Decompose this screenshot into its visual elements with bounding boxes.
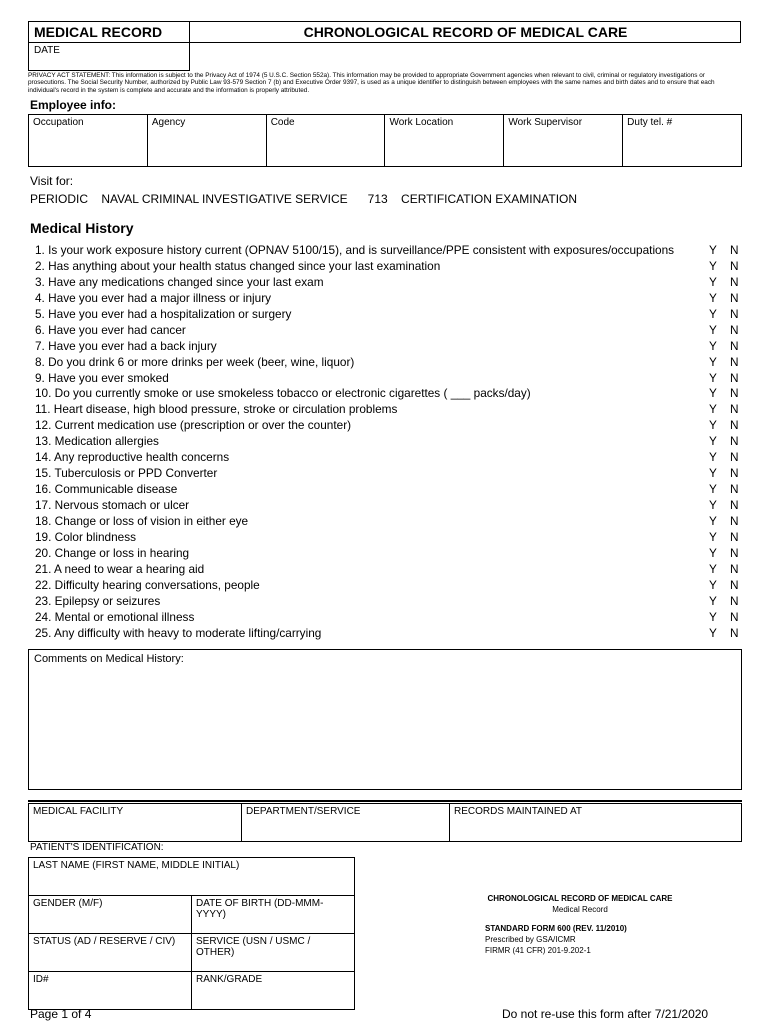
no-option[interactable]: N xyxy=(730,290,739,305)
question-row xyxy=(35,466,741,482)
question-text: 11. Heart disease, high blood pressure, stroke or circulation problems xyxy=(35,402,398,417)
question-text: 4. Have you ever had a major illness or injury xyxy=(35,290,272,305)
yes-option[interactable]: Y xyxy=(709,561,717,576)
yes-option[interactable]: Y xyxy=(709,434,717,449)
question-row xyxy=(35,530,741,546)
visit-exam: CERTIFICATION EXAMINATION xyxy=(401,192,578,206)
no-option[interactable]: N xyxy=(730,418,739,433)
question-text: 20. Change or loss in hearing xyxy=(35,545,190,560)
question-row xyxy=(35,418,741,434)
question-row xyxy=(35,275,741,291)
question-row xyxy=(35,498,741,514)
yes-option[interactable]: Y xyxy=(709,386,717,401)
yes-option[interactable]: Y xyxy=(709,338,717,353)
yes-option[interactable]: Y xyxy=(709,274,717,289)
visit-type: PERIODIC xyxy=(30,192,89,206)
question-text: 6. Have you ever had cancer xyxy=(35,322,186,337)
question-text: 8. Do you drink 6 or more drinks per week (beer, wine, liquor) xyxy=(35,354,355,369)
no-option[interactable]: N xyxy=(730,370,739,385)
date-label: DATE xyxy=(34,45,60,56)
question-row xyxy=(35,610,741,626)
no-option[interactable]: N xyxy=(730,513,739,528)
no-option[interactable]: N xyxy=(730,243,739,257)
question-row xyxy=(35,578,741,594)
question-text: 24. Mental or emotional illness xyxy=(35,609,195,624)
section-divider xyxy=(28,800,742,802)
yes-option[interactable]: Y xyxy=(709,402,717,417)
no-option[interactable]: N xyxy=(730,274,739,289)
employee-info-heading: Employee info: xyxy=(30,98,117,112)
medical-facility-field[interactable]: MEDICAL FACILITY xyxy=(29,804,242,842)
question-text: 17. Nervous stomach or ulcer xyxy=(35,498,190,512)
work-location-field[interactable]: Work Location xyxy=(385,115,504,167)
question-text: 22. Difficulty hearing conversations, people xyxy=(35,577,260,592)
no-option[interactable]: N xyxy=(730,545,739,560)
reuse-notice: Do not re-use this form after 7/21/2020 xyxy=(502,1007,709,1021)
page-number: Page 1 of 4 xyxy=(30,1007,92,1021)
question-text: 21. A need to wear a hearing aid xyxy=(35,561,205,576)
question-text: 14. Any reproductive health concerns xyxy=(35,450,230,465)
question-row xyxy=(35,291,741,307)
yes-option[interactable]: Y xyxy=(709,498,717,512)
question-text: 9. Have you ever smoked xyxy=(35,370,169,385)
yes-option[interactable]: Y xyxy=(709,418,717,433)
question-text: 3. Have any medications changed since your last exam xyxy=(35,274,324,289)
dob-field[interactable]: DATE OF BIRTH (DD-MMM-YYYY) xyxy=(192,896,355,934)
yes-option[interactable]: Y xyxy=(709,482,717,497)
question-row xyxy=(35,546,741,562)
last-name-field[interactable]: LAST NAME (FIRST NAME, MIDDLE INITIAL) xyxy=(29,858,355,896)
yes-option[interactable]: Y xyxy=(709,466,717,481)
no-option[interactable]: N xyxy=(730,258,739,273)
gender-field[interactable]: GENDER (M/F) xyxy=(29,896,192,934)
question-text: 13. Medication allergies xyxy=(35,434,159,449)
question-row xyxy=(35,514,741,530)
question-text: 12. Current medication use (prescription or over the counter) xyxy=(35,418,352,433)
no-option[interactable]: N xyxy=(730,466,739,481)
id-field[interactable]: ID# xyxy=(29,972,192,1010)
visit-code: 713 xyxy=(367,192,388,206)
no-option[interactable]: N xyxy=(730,386,739,401)
question-text: 10. Do you currently smoke or use smokeless tobacco or electronic cigarettes ( ___ packs/day) xyxy=(35,386,531,401)
yes-option[interactable]: Y xyxy=(709,593,717,608)
yes-option[interactable]: Y xyxy=(709,258,717,273)
no-option[interactable]: N xyxy=(730,577,739,592)
yes-option[interactable]: Y xyxy=(709,513,717,528)
question-text: 18. Change or loss of vision in either eye xyxy=(35,513,249,528)
prescribed-by: Prescribed by GSA/ICMR xyxy=(485,935,576,944)
patient-id-label: PATIENT'S IDENTIFICATION: xyxy=(30,842,164,853)
question-row xyxy=(35,355,741,371)
occupation-field[interactable]: Occupation xyxy=(29,115,148,167)
duty-tel-field[interactable]: Duty tel. # xyxy=(623,115,742,167)
service-field[interactable]: SERVICE (USN / USMC / OTHER) xyxy=(192,934,355,972)
form-title: CHRONOLOGICAL RECORD OF MEDICAL CARE xyxy=(303,24,628,40)
no-option[interactable]: N xyxy=(730,593,739,608)
form-type-title: MEDICAL RECORD xyxy=(34,24,163,40)
form-number: STANDARD FORM 600 (REV. 11/2010) xyxy=(485,924,627,933)
yes-option[interactable]: Y xyxy=(709,243,717,257)
code-field[interactable]: Code xyxy=(266,115,385,167)
privacy-statement: PRIVACY ACT STATEMENT: This information is subject to the Privacy Act of 1974 (5 U.S.C. Section 552a). This information may be provided to appropriate Government agencies when relevant to civil, criminal or regulatory investigations or prosecutions. The Social Security Number, authorized by Public Law 93-579 Section 7 (b) and Executive Order 9397, is used as a unique identifier to distinguish between employees with the same names and birth dates and to ensure that each individual's record in the system is complete and accurate and the information is properly attributed. xyxy=(28,72,715,94)
form-info-subtitle: Medical Record xyxy=(552,905,608,914)
patient-id-table xyxy=(28,857,355,1010)
question-row xyxy=(35,434,741,450)
visit-label: Visit for: xyxy=(30,174,74,188)
no-option[interactable]: N xyxy=(730,434,739,449)
department-field[interactable]: DEPARTMENT/SERVICE xyxy=(242,804,450,842)
no-option[interactable]: N xyxy=(730,529,739,544)
records-maintained-field[interactable]: RECORDS MAINTAINED AT xyxy=(450,804,742,842)
question-row xyxy=(35,450,741,466)
yes-option[interactable]: Y xyxy=(709,354,717,369)
visit-details xyxy=(30,192,577,206)
question-row xyxy=(35,259,741,275)
comments-field[interactable] xyxy=(28,649,742,790)
yes-option[interactable]: Y xyxy=(709,370,717,385)
yes-option[interactable]: Y xyxy=(709,306,717,321)
question-text: 16. Communicable disease xyxy=(35,482,178,497)
yes-option[interactable]: Y xyxy=(709,529,717,544)
no-option[interactable]: N xyxy=(730,354,739,369)
question-text: 2. Has anything about your health status changed since your last examination xyxy=(35,258,441,273)
yes-option[interactable]: Y xyxy=(709,577,717,592)
question-row xyxy=(35,402,741,418)
question-text: 5. Have you ever had a hospitalization or surgery xyxy=(35,306,292,321)
yes-option[interactable]: Y xyxy=(709,322,717,337)
question-text: 7. Have you ever had a back injury xyxy=(35,338,217,353)
yes-option[interactable]: Y xyxy=(709,609,717,624)
employee-info-table xyxy=(28,114,742,167)
question-text: 25. Any difficulty with heavy to moderate lifting/carrying xyxy=(35,625,322,640)
status-field[interactable]: STATUS (AD / RESERVE / CIV) xyxy=(29,934,192,972)
no-option[interactable]: N xyxy=(730,402,739,417)
medical-history-title: Medical History xyxy=(30,220,134,236)
question-row xyxy=(35,243,741,259)
no-option[interactable]: N xyxy=(730,322,739,337)
no-option[interactable]: N xyxy=(730,338,739,353)
agency-field[interactable]: Agency xyxy=(147,115,266,167)
question-row xyxy=(35,562,741,578)
no-option[interactable]: N xyxy=(730,498,739,512)
work-supervisor-field[interactable]: Work Supervisor xyxy=(504,115,623,167)
no-option[interactable]: N xyxy=(730,450,739,465)
question-text: 1. Is your work exposure history current (OPNAV 5100/15), and is surveillance/PPE consistent with exposures/occupations xyxy=(35,243,675,257)
yes-option[interactable]: Y xyxy=(709,290,717,305)
no-option[interactable]: N xyxy=(730,306,739,321)
no-option[interactable]: N xyxy=(730,482,739,497)
question-text: 23. Epilepsy or seizures xyxy=(35,593,161,608)
facility-table xyxy=(28,803,742,842)
yes-option[interactable]: Y xyxy=(709,545,717,560)
question-row xyxy=(35,339,741,355)
form-info-title: CHRONOLOGICAL RECORD OF MEDICAL CARE xyxy=(487,894,673,903)
no-option[interactable]: N xyxy=(730,561,739,576)
question-row xyxy=(35,323,741,339)
question-row xyxy=(35,386,741,402)
yes-option[interactable]: Y xyxy=(709,450,717,465)
visit-agency: NAVAL CRIMINAL INVESTIGATIVE SERVICE xyxy=(101,192,348,206)
question-text: 19. Color blindness xyxy=(35,529,136,544)
question-row xyxy=(35,626,741,642)
question-row xyxy=(35,482,741,498)
question-row xyxy=(35,371,741,387)
rank-field[interactable]: RANK/GRADE xyxy=(192,972,355,1010)
yes-option[interactable]: Y xyxy=(709,625,717,640)
no-option[interactable]: N xyxy=(730,625,739,640)
question-row xyxy=(35,307,741,323)
no-option[interactable]: N xyxy=(730,609,739,624)
comments-label: Comments on Medical History: xyxy=(34,653,184,665)
question-text: 15. Tuberculosis or PPD Converter xyxy=(35,466,218,481)
medical-history-questions xyxy=(35,243,741,641)
firmr-reference: FIRMR (41 CFR) 201-9.202-1 xyxy=(485,946,591,955)
question-row xyxy=(35,594,741,610)
